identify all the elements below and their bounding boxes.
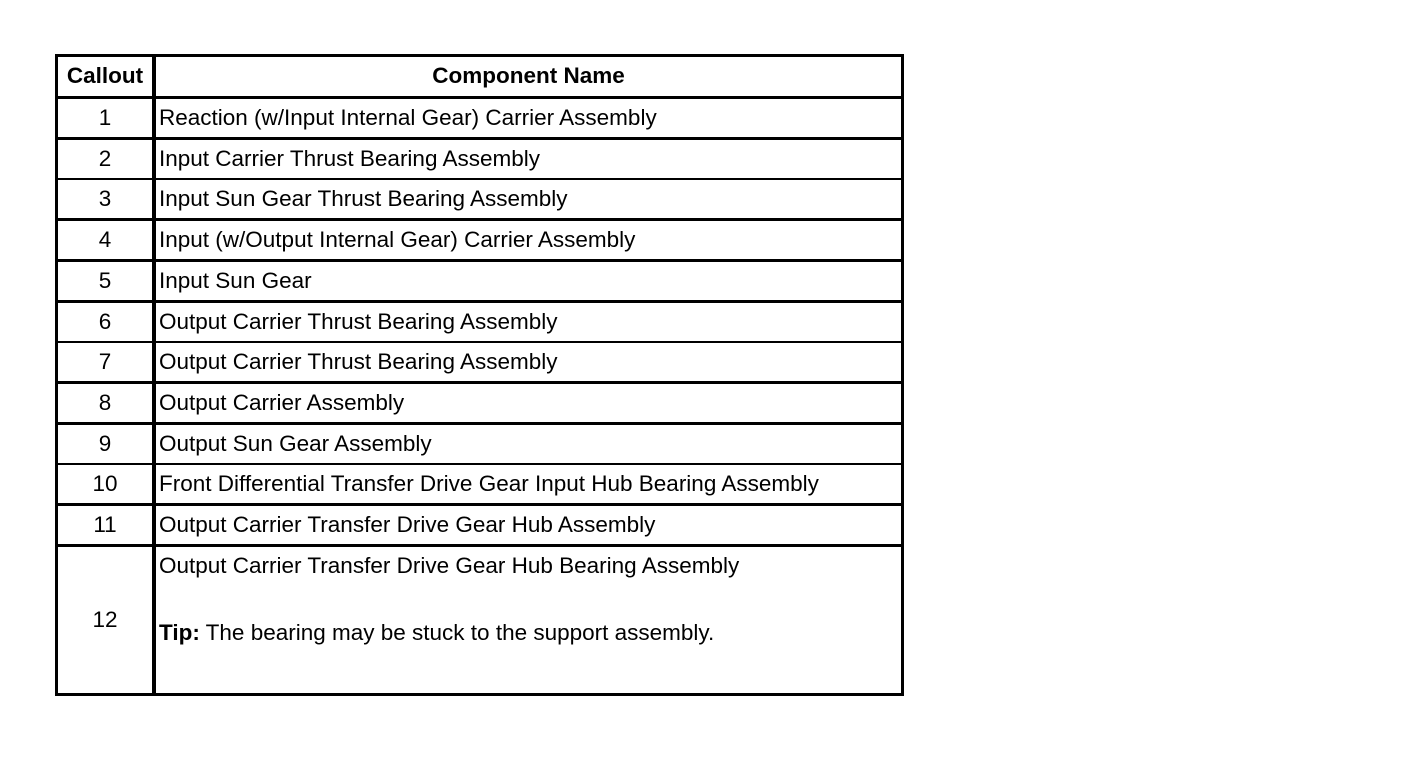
callout-cell: 3 [58,179,154,220]
callout-cell: 5 [58,261,154,302]
component-name-cell: Reaction (w/Input Internal Gear) Carrier Assembly [154,98,901,139]
callout-table [58,57,901,693]
table-row [58,220,901,261]
callout-cell: 6 [58,302,154,343]
component-table [55,54,904,696]
table-row [58,546,901,694]
table-row [58,302,901,343]
component-name-cell: Input Sun Gear Thrust Bearing Assembly [154,179,901,220]
callout-cell: 8 [58,383,154,424]
table-row [58,424,901,465]
header-component-name: Component Name [154,57,901,98]
callout-cell: 10 [58,464,154,505]
callout-cell: 7 [58,342,154,383]
table-row [58,139,901,180]
table-row [58,505,901,546]
table-row [58,261,901,302]
component-name-cell: Front Differential Transfer Drive Gear Input Hub Bearing Assembly [154,464,901,505]
tip-note [159,619,901,645]
component-name-cell: Output Carrier Assembly [154,383,901,424]
callout-cell: 4 [58,220,154,261]
component-name-cell: Output Carrier Thrust Bearing Assembly [154,302,901,343]
tip-label: Tip: [159,619,200,645]
component-name-cell: Input Sun Gear [154,261,901,302]
table-row [58,98,901,139]
header-callout: Callout [58,57,154,98]
callout-cell: 12 [58,546,154,694]
component-name-cell: Input (w/Output Internal Gear) Carrier Assembly [154,220,901,261]
callout-cell: 11 [58,505,154,546]
table-row [58,383,901,424]
component-name-cell: Output Sun Gear Assembly [154,424,901,465]
callout-cell: 1 [58,98,154,139]
component-name-cell: Output Carrier Thrust Bearing Assembly [154,342,901,383]
table-row [58,342,901,383]
callout-cell: 2 [58,139,154,180]
component-name-cell: Output Carrier Transfer Drive Gear Hub Assembly [154,505,901,546]
component-name-cell: Input Carrier Thrust Bearing Assembly [154,139,901,180]
header-row [58,57,901,98]
table-row [58,464,901,505]
tip-text: The bearing may be stuck to the support assembly. [199,619,715,645]
component-name-cell [154,546,901,694]
callout-cell: 9 [58,424,154,465]
table-row [58,179,901,220]
component-name-text: Output Carrier Transfer Drive Gear Hub Bearing Assembly [159,553,740,578]
